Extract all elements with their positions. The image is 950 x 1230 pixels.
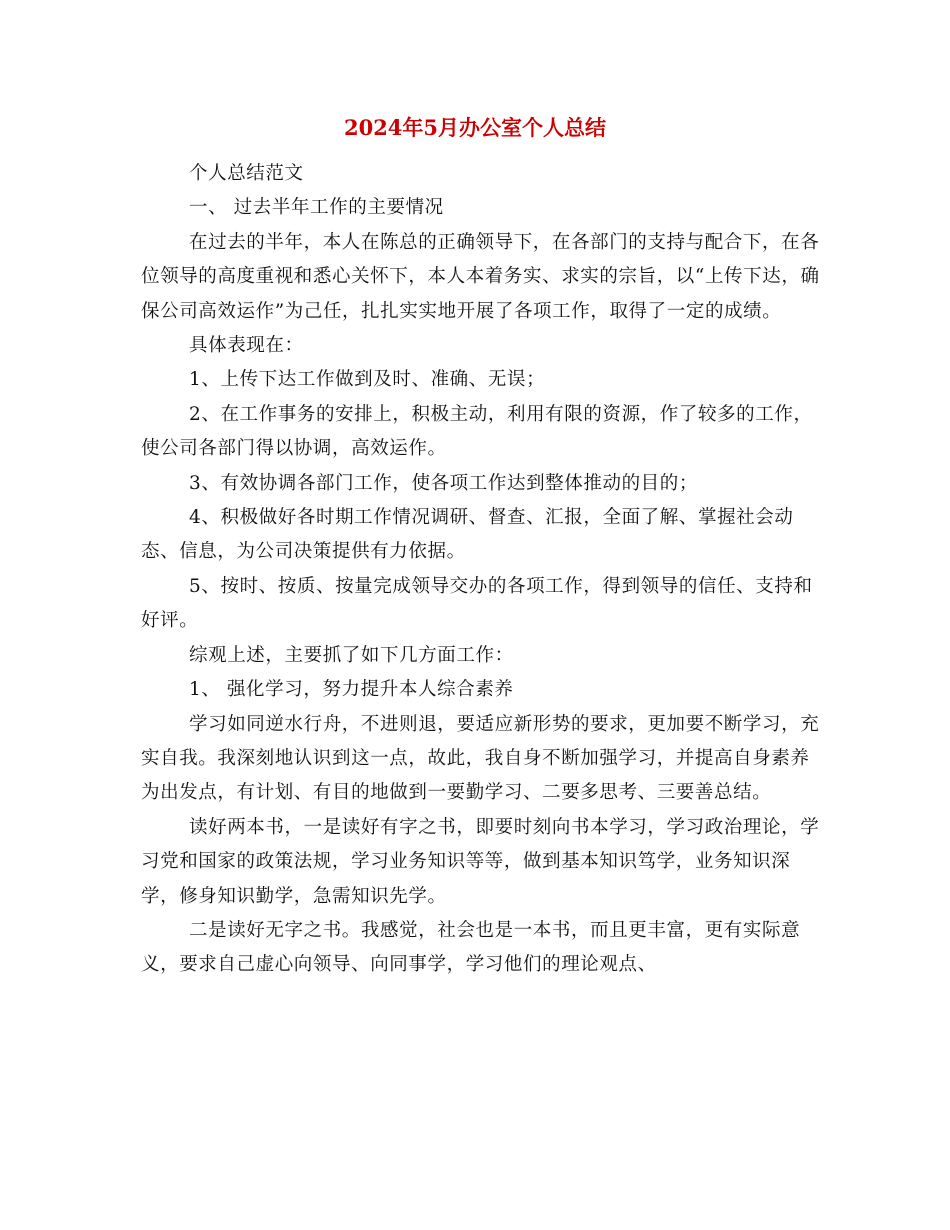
list-item-2: 2、在工作事务的安排上，积极主动，利用有限的资源，作了较多的工作，使公司各部门得以协调，高效运作。 <box>141 403 813 460</box>
paragraph-learning: 学习如同逆水行舟，不进则退，要适应新形势的要求，更加要不断学习，充实自我。我深刻地认识到这一点，故此，我自身不断加强学习，并提高自身素养为出发点，有计划、有目的地做到一要勤学习、二要多思考、三要善总结。 <box>141 713 820 804</box>
paragraph-intro: 在过去的半年，本人在陈总的正确领导下，在各部门的支持与配合下，在各位领导的高度重视和悉心关怀下，本人本着务实、求实的宗旨，以“上传下达，确保公司高效运作”为己任，扎扎实实地开展了各项工作，取得了一定的成绩。 <box>141 231 820 322</box>
paragraph-subtitle: 个人总结范文 <box>189 163 304 184</box>
section-heading-1: 一、 过去半年工作的主要情况 <box>189 197 444 219</box>
document-body <box>141 157 821 983</box>
section-heading-learning: 1、 强化学习，努力提升本人综合素养 <box>189 679 514 701</box>
list-item-5: 5、按时、按质、按量完成领导交办的各项工作，得到领导的信任、支持和好评。 <box>141 575 813 632</box>
paragraph-specifics-lead: 具体表现在： <box>189 335 304 357</box>
paragraph-unwritten-book: 二是读好无字之书。我感觉，社会也是一本书，而且更丰富，更有实际意义，要求自己虚心向领导、向同事学，学习他们的理论观点、 <box>141 919 801 976</box>
document-title: 2024年5月办公室个人总结 <box>343 115 607 140</box>
paragraph-two-books: 读好两本书，一是读好有字之书，即要时刻向书本学习，学习政治理论，学习党和国家的政策法规，学习业务知识等等，做到基本知识笃学，业务知识深学，修身知识勤学，急需知识先学。 <box>141 816 820 907</box>
list-item-4: 4、积极做好各时期工作情况调研、督查、汇报，全面了解、掌握社会动态、信息，为公司决策提供有力依据。 <box>141 507 794 563</box>
paragraph-summary-lead: 综观上述，主要抓了如下几方面工作： <box>189 644 514 666</box>
list-item-1: 1、上传下达工作做到及时、准确、无误； <box>189 369 546 391</box>
list-item-3: 3、有效协调各部门工作，使各项工作达到整体推动的目的； <box>189 472 698 494</box>
